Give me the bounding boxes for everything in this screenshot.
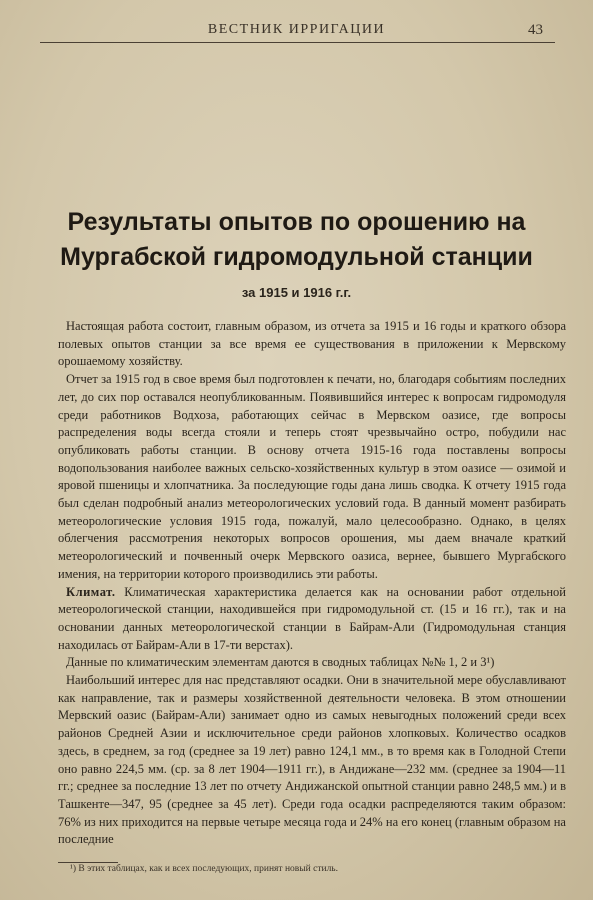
paragraph-intro: Настоящая работа состоит, главным образом, из отчета за 1915 и 16 годы и краткого обзора полевых опытов станции за все время ее существования в приложении к Мервскому орошаемому хозяйству. [58,319,566,369]
running-head [0,20,593,42]
journal-name: ВЕСТНИК ИРРИГАЦИИ [207,22,386,37]
climate-run-in-heading: Климат. [66,584,116,599]
paragraph-precipitation: Наибольший интерес для нас представляют осадки. Они в значительной мере обуславливают как направление, так и размеры хозяйственной деятельности человека. В этом отношении Мервский оазис (Байрам-Али) занимает одно из самых невыгодных положений среди всех районов Средней Азии и исключительное среди районов хлопковых. Количество осадков здесь, в среднем, за год (среднее за 19 лет) равно 124,1 мм., в то время как в Голодной Степи оно равно 224,5 мм. (ср. за 8 лет 1904—1911 гг.), в Андижане—232 мм. (среднее за 1904—11 гг.; среднее за последние 13 лет по отчету Андижанской опытной станции равно 248,5 мм.) и в Ташкенте—347, 95 (среднее за 45 лет). Среди года осадки распределяются таким образом: 76% из них приходится на первые четыре месяца года и 24% на его конец (главным образом на последние [58,673,566,847]
paragraph-tables-note: Данные по климатическим элементам даются в сводных таблицах №№ 1, 2 и 3¹) [66,655,495,670]
paragraph-report: Отчет за 1915 год в свое время был подготовлен к печати, но, благодаря событиям последних лет, до сих пор оставался неопубликованным. Появившийся интерес к вопросам гидромодуля среди работников Водхоза, работающих сейчас в Мервском оазисе, где вопросы распределения воды всегда стояли и теперь стоят чрезвычайно остро, побудили нас опубликовать работы станции. В основу отчета 1915-16 года поставлены вопросы водопользования наиболее важных сельско-хозяйственных культур в этом оазисе — озимой и яровой пшеницы и хлопчатника. За последующие годы дана лишь сводка. К отчету 1915 года был сделан подробный анализ метеорологических условий года. В данный момент разбирать метеорологические условия 1915 года, пожалуй, мало целесообразно. Однако, в целях облегчения рассмотрения некоторых вопросов орошения, мы даем вначале краткий метеорологический и почвенный очерк Мервского оазиса, вернее, бывшего Мургабского имения, на территории которого производились эти работы. [58,372,566,581]
footnote-rule [58,862,118,863]
footnote: ¹) В этих таблицах, как и всех последующих, принят новый стиль. [70,864,339,874]
page-number: 43 [528,22,543,38]
article-body [58,318,566,849]
header-rule [40,42,555,43]
article-subtitle: за 1915 и 1916 г.г. [241,285,352,300]
paragraph-climate [58,584,566,655]
article-title: Результаты опытов по орошению на Мургабской гидромодульной станции [60,208,533,271]
climate-text: Климатическая характеристика делается как на основании работ отдельной метеорологической станции, находившейся при гидромодульной ст. (15 и 16 гг.), так и на основании данных метеорологической станции в Байрам-Али (Гидромодульная станция находилась от Байрам-Али в 17-ти верстах). [58,584,567,652]
